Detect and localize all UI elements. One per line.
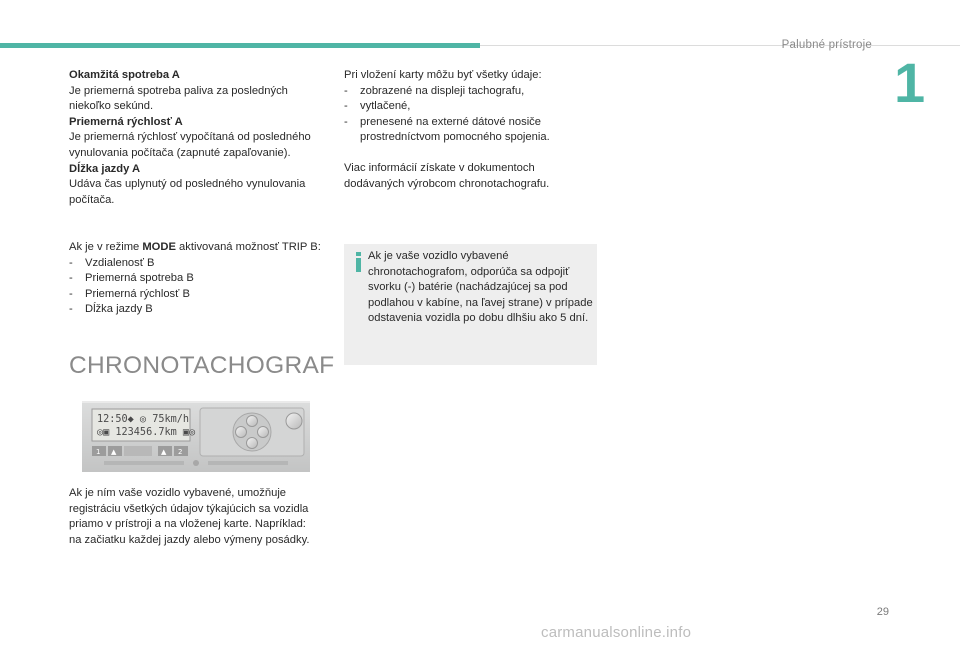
list-item <box>344 99 594 115</box>
right-button[interactable] <box>258 427 269 438</box>
list-item <box>69 287 324 303</box>
eject-knob[interactable] <box>286 413 302 429</box>
list-item-text: Priemerná rýchlosť B <box>85 287 190 300</box>
list-item-text: prenesené na externé dátové nosiče prostredníctvom pomocného spojenia. <box>360 115 550 144</box>
list-dash: - <box>344 115 348 128</box>
list-dash: - <box>344 100 348 113</box>
list-dash: - <box>344 84 348 97</box>
down-button[interactable] <box>247 438 258 449</box>
list-item-text: Vzdialenosť B <box>85 256 155 269</box>
left-column <box>69 68 331 208</box>
header-accent-bar <box>0 43 480 48</box>
chronotachograph-drawing <box>82 401 310 472</box>
left-button[interactable] <box>236 427 247 438</box>
eject-arrow-icon: ▲ <box>161 448 167 456</box>
item-title: Dĺžka jazdy A <box>69 162 141 175</box>
mode-keyword: MODE <box>142 241 176 253</box>
list-dash: - <box>69 287 73 300</box>
right-column <box>344 68 594 146</box>
list-item-text: Dĺžka jazdy B <box>85 303 153 316</box>
item-title: Okamžitá spotreba A <box>69 69 180 81</box>
list-item <box>69 302 324 318</box>
up-button[interactable] <box>247 416 258 427</box>
right-intro: Pri vložení karty môžu byť všetky údaje: <box>344 69 542 81</box>
card-slot-bottom-1 <box>104 461 184 465</box>
eject-arrow-icon: ▲ <box>111 448 117 456</box>
card-button-1-label: 1 <box>96 448 101 456</box>
more-info-paragraph: Viac informácií získate v dokumentoch dodávaných výrobcom chronotachografu. <box>344 162 550 190</box>
list-dash: - <box>69 303 73 316</box>
list-dash: - <box>69 256 73 269</box>
item-text: Je priemerná spotreba paliva za posledných niekoľko sekúnd. <box>69 84 288 113</box>
chronotachograph-illustration <box>82 401 310 472</box>
card-button-2-label: 2 <box>178 448 183 456</box>
mode-text-after: aktivovaná možnosť TRIP B: <box>175 241 321 253</box>
list-item <box>344 84 594 100</box>
mode-sentence <box>69 240 324 256</box>
list-item <box>69 271 324 287</box>
section-title: Palubné prístroje <box>781 39 872 51</box>
list-item-text: vytlačené, <box>360 100 411 113</box>
display-line-1: 12:50◆ ◎ 75km/h <box>97 414 190 425</box>
item-text: Je priemerná rýchlosť vypočítaná od posledného vynulovania počítača (zapnuté zapaľovanie). <box>69 131 311 159</box>
watermark: carmanualsonline.info <box>541 624 692 641</box>
chapter-number: 1 <box>894 51 926 114</box>
list-item <box>69 256 324 272</box>
list-item <box>344 115 594 146</box>
chrono-paragraph: Ak je ním vaše vozidlo vybavené, umožňuje registráciu všetkých údajov týkajúcich sa vozidla priamo v prístroji a na vloženej karte. Napríklad: na začiatku každej jazdy alebo výmeny posádky. <box>69 487 310 546</box>
trip-b-block <box>69 240 324 318</box>
list-item-text: zobrazené na displeji tachografu, <box>360 84 525 97</box>
section-heading: CHRONOTACHOGRAF <box>69 352 335 379</box>
note-text: Ak je vaše vozidlo vybavené chronotachografom, odporúča sa odpojiť svorku (-) batérie (nachádzajúcej sa pod podlahou v kabíne, na ľavej strane) v prípade odstavenia vozidla po dobu dlhšiu ako 5 dní. <box>368 250 593 325</box>
header-rule <box>480 45 960 46</box>
list-item-text: Priemerná spotreba B <box>85 272 194 285</box>
item-title: Priemerná rýchlosť A <box>69 115 183 128</box>
page-number: 29 <box>876 606 889 618</box>
display-line-2: ◎▣ 123456.7km ▣◎ <box>97 427 196 438</box>
info-icon <box>352 251 365 273</box>
slot-divider <box>193 460 199 466</box>
list-dash: - <box>69 272 73 285</box>
card-slot-bottom-2 <box>208 461 288 465</box>
item-text: Udáva čas uplynutý od posledného vynulovania počítača. <box>69 178 306 206</box>
card-slot-1 <box>124 446 152 456</box>
mode-text-before: Ak je v režime <box>69 241 143 253</box>
